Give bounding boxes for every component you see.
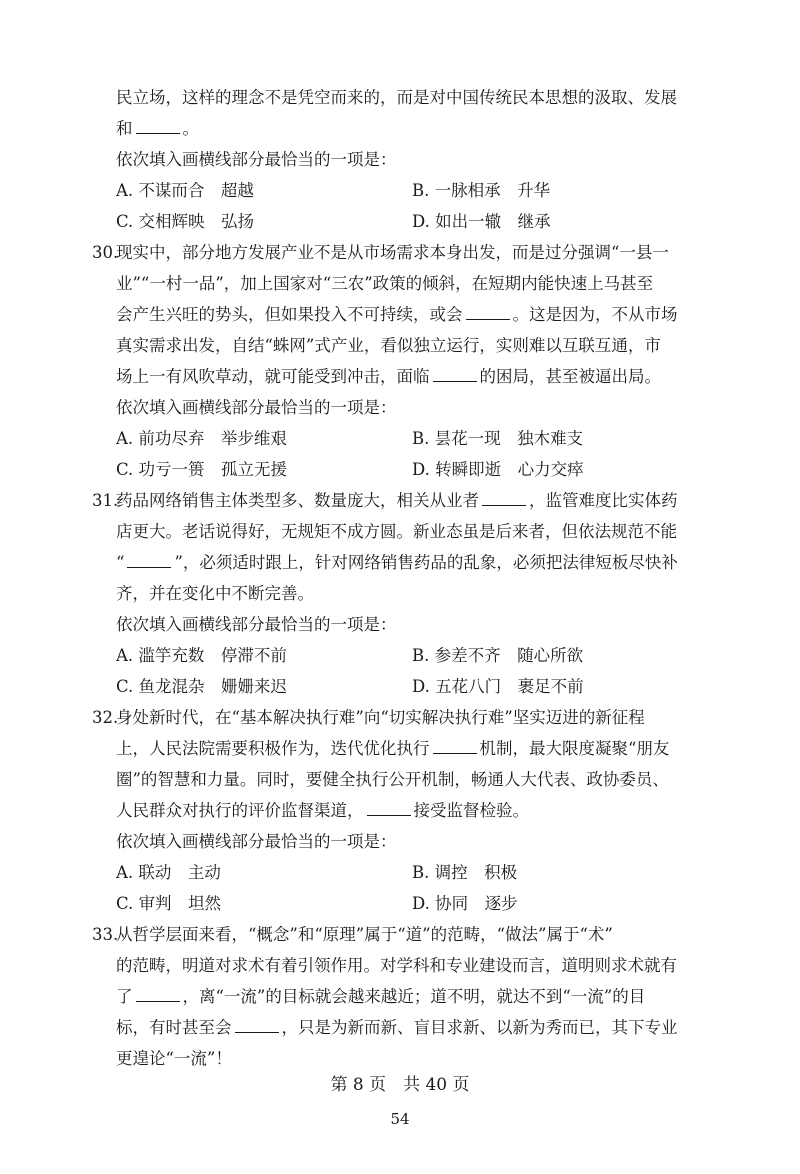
option-c: C. 功亏一篑 孤立无援: [116, 460, 288, 479]
option-d: D. 如出一辙 继承: [412, 212, 551, 231]
option-b: B. 调控 积极: [412, 863, 518, 882]
options-row: [92, 175, 710, 206]
text-line: 的范畴，明道对求术有着引领作用。对学科和专业建设而言，道明则求术就有: [116, 956, 677, 975]
option-c: C. 交相辉映 弘扬: [116, 212, 255, 231]
question-number: 30.: [92, 243, 119, 262]
text-line: 真实需求出发，自结“蛛网”式产业，看似独立运行，实则难以互联互通，市: [116, 336, 661, 355]
option-c: C. 鱼龙混杂 姗姗来迟: [116, 677, 288, 696]
answer-blank: [433, 367, 477, 382]
question-29-continuation: [92, 82, 710, 237]
text-line: 民立场，这样的理念不是凭空而来的，而是对中国传统民本思想的汲取、发展: [116, 88, 677, 107]
option-b: B. 昙花一现 独木难支: [412, 429, 584, 448]
page-number: 54: [390, 1110, 410, 1128]
answer-blank: [235, 1018, 279, 1033]
option-c: C. 审判 坦然: [116, 894, 222, 913]
question-32: [92, 702, 710, 919]
options-row: [92, 640, 710, 671]
option-a: A. 滥竽充数 停滞不前: [116, 646, 287, 665]
text-line: 上，人民法院需要积极作为，迭代优化执行 机制，最大限度凝聚“朋友: [116, 739, 670, 758]
answer-blank: [136, 987, 180, 1002]
option-b: B. 参差不齐 随心所欲: [412, 646, 584, 665]
question-31: [92, 485, 710, 702]
question-prompt: 依次填入画横线部分最恰当的一项是：: [116, 832, 397, 851]
text-line: 圈”的智慧和力量。同时，要健全执行公开机制，畅通人大代表、政协委员、: [116, 770, 669, 789]
options-row: [92, 423, 710, 454]
options-row: [92, 888, 710, 919]
text-line: 会产生兴旺的势头，但如果投入不可持续，或会 。这是因为，不从市场: [116, 305, 678, 324]
text-line: 业”“一村一品”，加上国家对“三农”政策的倾斜，在短期内能快速上马甚至: [116, 274, 654, 293]
answer-blank: [482, 491, 526, 506]
option-b: B. 一脉相承 升华: [412, 181, 551, 200]
text-line: 30. 现实中，部分地方发展产业不是从市场需求本身出发，而是过分强调“一县一: [92, 237, 710, 268]
text-line: 和 。: [116, 119, 199, 138]
option-a: A. 不谋而合 超越: [116, 181, 254, 200]
option-d: D. 转瞬即逝 心力交瘁: [412, 460, 584, 479]
text-line: 店更大。老话说得好，无规矩不成方圆。新业态虽是后来者，但依法规范不能: [116, 522, 677, 541]
options-row: [92, 857, 710, 888]
text-line: 人民群众对执行的评价监督渠道， 接受监督检验。: [116, 801, 529, 820]
text-line: 32. 身处新时代，在“基本解决执行难”向“切实解决执行难”坚实迈进的新征程: [92, 702, 710, 733]
option-a: A. 前功尽弃 举步维艰: [116, 429, 287, 448]
question-prompt: 依次填入画横线部分最恰当的一项是：: [116, 398, 397, 417]
options-row: [92, 206, 710, 237]
option-d: D. 协同 逐步: [412, 894, 518, 913]
answer-blank: [367, 801, 411, 816]
option-a: A. 联动 主动: [116, 863, 221, 882]
page-indicator: 第 8 页 共 40 页: [330, 1075, 470, 1095]
text-line: 31. 药品网络销售主体类型多、数量庞大，相关从业者 ，监管难度比实体药: [92, 485, 710, 516]
text-line: 33. 从哲学层面来看，“概念”和“原理”属于“道”的范畴，“做法”属于“术”: [92, 919, 710, 950]
question-33: [92, 919, 710, 1074]
answer-blank: [433, 739, 477, 754]
text-line: 齐，并在变化中不断完善。: [116, 584, 314, 603]
option-d: D. 五花八门 裹足不前: [412, 677, 584, 696]
question-number: 31.: [92, 491, 119, 510]
text-line: 场上一有风吹草动，就可能受到冲击，面临 的困局，甚至被逼出局。: [116, 367, 661, 386]
answer-blank: [127, 553, 171, 568]
options-row: [92, 671, 710, 702]
answer-blank: [136, 119, 180, 134]
text-line: 标，有时甚至会 ，只是为新而新、盲目求新、以新为秀而已，其下专业: [116, 1018, 678, 1037]
text-line: 了 ，离“一流”的目标就会越来越近；道不明，就达不到“一流”的目: [116, 987, 646, 1006]
options-row: [92, 454, 710, 485]
question-prompt: 依次填入画横线部分最恰当的一项是：: [116, 150, 397, 169]
text-line: 更遑论“一流”！: [116, 1049, 232, 1068]
answer-blank: [466, 305, 510, 320]
question-number: 33.: [92, 925, 119, 944]
text-line: “ ”，必须适时跟上，针对网络销售药品的乱象，必须把法律短板尽快补: [116, 553, 678, 572]
question-number: 32.: [92, 708, 119, 727]
question-30: [92, 237, 710, 485]
question-prompt: 依次填入画横线部分最恰当的一项是：: [116, 615, 397, 634]
